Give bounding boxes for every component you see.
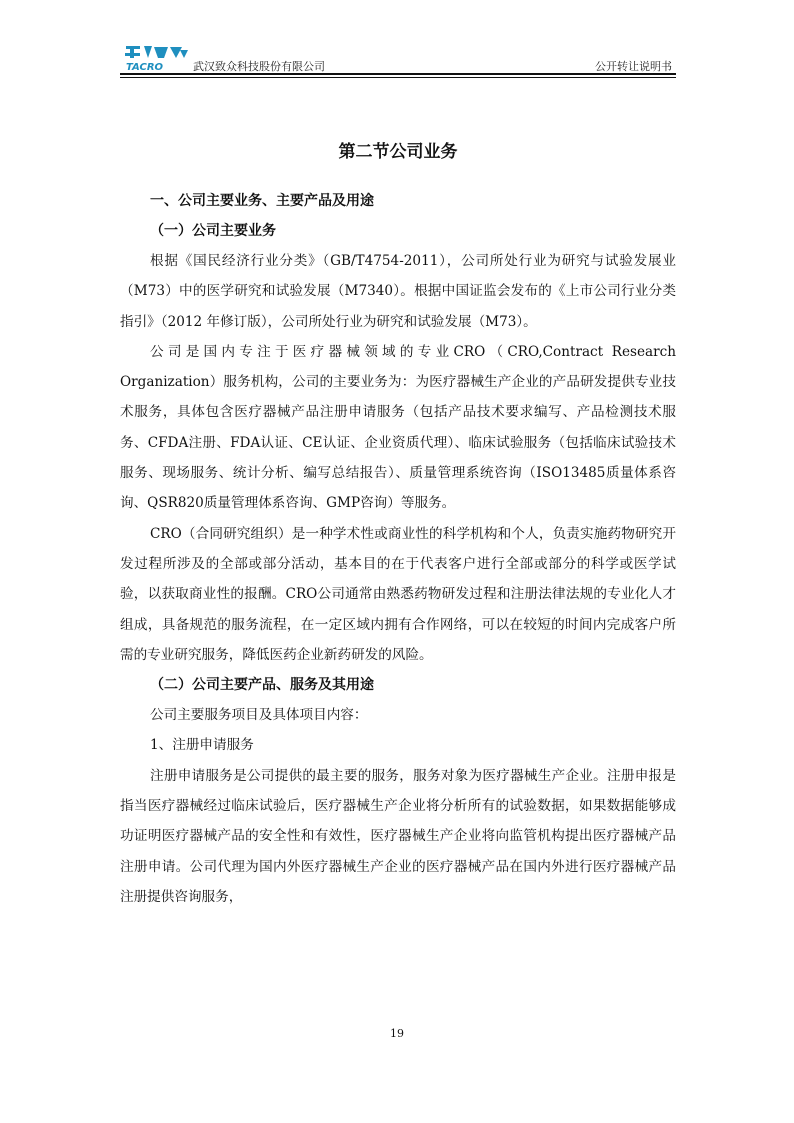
header-rule-thick <box>120 73 676 75</box>
paragraph-cro-definition: CRO（合同研究组织）是一种学术性或商业性的科学机构和个人，负责实施药物研究开发过程所涉及的全部或部分活动，基本目的在于代表客户进行全部或部分的科学或医学试验，以获取商业性的报酬。CRO公司通常由熟悉药物研发过程和注册法律法规的专业化人才组成，具备规范的服务流程，在一定区域内拥有合作网络，可以在较短的时间内完成客户所需的专业研究服务，降低医药企业新药研发的风险。 <box>120 525 676 663</box>
paragraph-business-description: 公司是国内专注于医疗器械领域的专业CRO（CRO,Contract Research Organization）服务机构，公司的主要业务为：为医疗器械生产企业的产品研发提供专业技术服务，具体包含医疗器械产品注册申请服务（包括产品技术要求编写、产品检测技术服务、CFDA注册、FDA认证、CE认证、企业资质代理）、临床试验服务（包括临床试验技术服务、现场服务、统计分析、编写总结报告）、质量管理系统咨询（ISO13485质量体系咨询、QSR820质量管理体系咨询、GMP咨询）等服务。 <box>120 343 676 512</box>
header-rule-thin <box>120 77 676 78</box>
paragraph-registration-service: 注册申请服务是公司提供的最主要的服务，服务对象为医疗器械生产企业。注册申报是指当医疗器械经过临床试验后，医疗器械生产企业将分析所有的试验数据，如果数据能够成功证明医疗器械产品的安全性和有效性，医疗器械生产企业将向监管机构提出医疗器械产品注册申请。公司代理为国内外医疗器械生产企业的医疗器械产品在国内外进行医疗器械产品注册提供咨询服务， <box>120 767 676 905</box>
heading-level1: 一、公司主要业务、主要产品及用途 <box>150 193 374 209</box>
section-title: 第二节公司业务 <box>338 142 458 162</box>
page-number: 19 <box>390 1027 404 1040</box>
company-name: 武汉致众科技股份有限公司 <box>193 60 325 73</box>
subheading-products-services: （二）公司主要产品、服务及其用途 <box>150 677 374 694</box>
paragraph-industry-classification: 根据《国民经济行业分类》（GB/T4754-2011），公司所处行业为研究与试验发展业（M73）中的医学研究和试验发展（M7340）。根据中国证监会发布的《上市公司行业分类指引》（2012 年修订版），公司所处行业为研究和试验发展（M73）。 <box>120 253 676 330</box>
paragraph-service-items-intro: 公司主要服务项目及具体项目内容： <box>150 707 368 724</box>
company-logo <box>124 44 190 72</box>
page-body <box>120 140 676 912</box>
document-type: 公开转让说明书 <box>595 60 672 73</box>
subheading-main-business: （一）公司主要业务 <box>150 223 276 239</box>
page-header <box>120 44 676 74</box>
logo-text: TACRO <box>126 62 164 72</box>
paragraph-registration-heading: 1、注册申请服务 <box>150 737 254 754</box>
